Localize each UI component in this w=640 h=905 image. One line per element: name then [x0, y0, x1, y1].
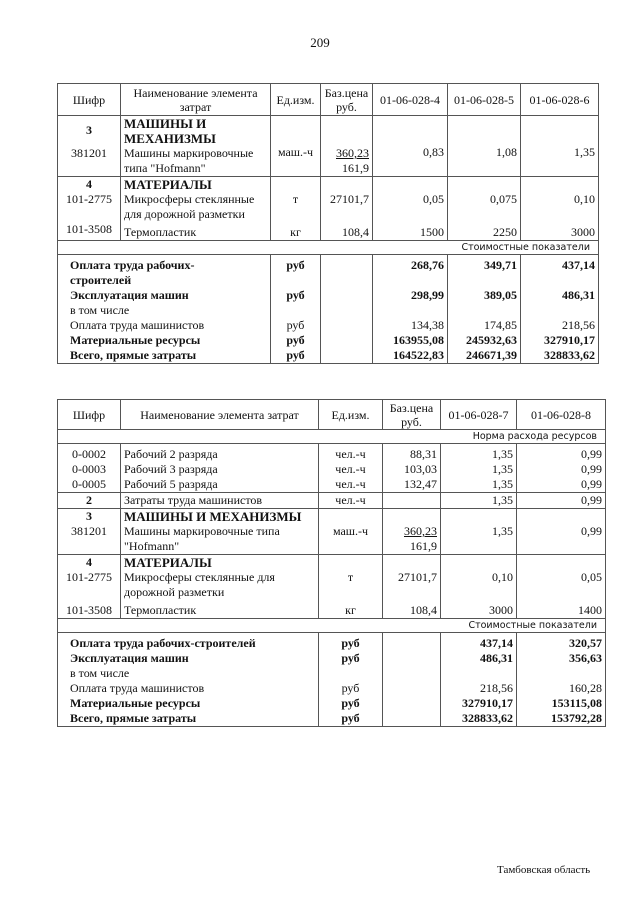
- cost-value: 437,14: [562, 258, 595, 272]
- cost-name: Всего, прямые затраты: [70, 711, 197, 725]
- section-code: 4: [86, 177, 92, 191]
- cost-value: 246671,39: [466, 348, 517, 362]
- table-row: [58, 555, 606, 619]
- cost-value: 320,57: [569, 636, 602, 650]
- item-price: 108,4: [342, 225, 369, 239]
- section-title: МАТЕРИАЛЫ: [124, 177, 212, 192]
- section-code: 4: [86, 555, 92, 569]
- item-unit: кг: [290, 225, 301, 239]
- cost-value: 218,56: [562, 318, 595, 332]
- item-price: 108,4: [410, 603, 437, 617]
- value-cell: 1,35: [521, 116, 599, 177]
- cost-value: 486,31: [562, 288, 595, 302]
- page-number: 209: [310, 35, 330, 50]
- value-cell: 1,08: [448, 116, 521, 177]
- cost-unit: руб: [286, 288, 305, 302]
- cost-value: 328833,62: [462, 711, 513, 725]
- cost-name: в том числе: [70, 666, 130, 680]
- cost-name: Оплата труда машинистов: [70, 318, 205, 332]
- value-cell: 0,99: [581, 524, 602, 538]
- col-header-name: Наименование элемента затрат: [121, 400, 319, 430]
- cost-rows: [58, 255, 599, 364]
- cost-value: 134,38: [411, 318, 444, 332]
- price-top: 360,23: [404, 524, 437, 538]
- value-cell: 2250: [493, 225, 517, 239]
- value-cell: 3000: [571, 225, 595, 239]
- section-title: МАШИНЫ И МЕХАНИЗМЫ: [124, 509, 302, 524]
- item-unit: чел.-ч: [335, 447, 366, 461]
- section-label-row: [58, 241, 599, 255]
- cost-unit: руб: [341, 681, 360, 695]
- item-unit: маш.-ч: [271, 116, 321, 177]
- item-name: Рабочий 3 разряда: [124, 462, 218, 476]
- price-bottom: 161,9: [410, 539, 437, 553]
- cost-value: 349,71: [484, 258, 517, 272]
- table-row: [58, 116, 599, 177]
- cost-value: 328833,62: [544, 348, 595, 362]
- cost-unit: руб: [286, 318, 305, 332]
- cost-rows: [58, 633, 606, 727]
- price-bottom: 161,9: [342, 161, 369, 175]
- cost-value: 174,85: [484, 318, 517, 332]
- value-cell: 0,10: [492, 570, 513, 584]
- item-unit: т: [347, 570, 354, 584]
- value-cell: 0,10: [574, 192, 595, 206]
- cost-value: 437,14: [480, 636, 513, 650]
- section-label-row: [58, 619, 606, 633]
- value-cell: 0,05: [423, 192, 444, 206]
- item-price: 88,31: [410, 447, 437, 461]
- cost-unit: руб: [341, 711, 360, 725]
- cost-name: Материальные ресурсы: [70, 696, 201, 710]
- cost-value: 245932,63: [466, 333, 517, 347]
- value-cell: 0,05: [581, 570, 602, 584]
- value-cell: 0,99: [581, 447, 602, 461]
- resource-table-2: [57, 399, 606, 727]
- item-name: Рабочий 2 разряда: [124, 447, 218, 461]
- cost-value: 218,56: [480, 681, 513, 695]
- cost-name: Оплата труда рабочих-строителей: [70, 636, 256, 650]
- item-code: 0-0005: [72, 477, 106, 491]
- item-code: 101-2775: [66, 570, 112, 584]
- section-code: 3: [86, 509, 92, 523]
- value-cell: 0,99: [581, 477, 602, 491]
- col-header-unit: Ед.изм.: [271, 84, 321, 116]
- section-title: МАТЕРИАЛЫ: [124, 555, 212, 570]
- cost-name: Эксплуатация машин: [70, 651, 189, 665]
- item-code: 381201: [71, 524, 107, 538]
- item-code: 101-2775: [66, 192, 112, 206]
- cost-name: Материальные ресурсы: [70, 333, 201, 347]
- col-header-name: Наименование элемента затрат: [121, 84, 271, 116]
- value-cell: 0,075: [490, 192, 517, 206]
- item-price: 103,03: [404, 462, 437, 476]
- section-code: 2: [58, 493, 121, 509]
- table-row: [58, 509, 606, 555]
- value-cell: 0,99: [517, 493, 606, 509]
- col-header-028-8: 01-06-028-8: [517, 400, 606, 430]
- cost-value: 268,76: [411, 258, 444, 272]
- value-cell: 1,35: [492, 447, 513, 461]
- resource-table-1: [57, 83, 599, 364]
- item-code: 101-3508: [66, 603, 112, 617]
- item-unit: кг: [345, 603, 356, 617]
- section-code: 3: [86, 123, 92, 137]
- value-cell: 0,99: [581, 462, 602, 476]
- item-price: 27101,7: [398, 570, 437, 584]
- cost-indicators-label: Стоимостные показатели: [58, 619, 606, 633]
- item-name: Машины маркировочные типа "Hofmann": [124, 146, 254, 175]
- item-unit: т: [292, 192, 299, 206]
- table-row: [58, 177, 599, 241]
- cost-unit: руб: [341, 636, 360, 650]
- cost-value: 153792,28: [551, 711, 602, 725]
- item-name: Термопластик: [124, 225, 197, 239]
- value-cell: 3000: [489, 603, 513, 617]
- cost-value: 486,31: [480, 651, 513, 665]
- section-label-row: [58, 430, 606, 444]
- item-unit: чел.-ч: [335, 462, 366, 476]
- cost-value: 164522,83: [393, 348, 444, 362]
- cost-unit: руб: [286, 348, 305, 362]
- col-header-code: Шифр: [58, 84, 121, 116]
- col-header-base-price: Баз.цена руб.: [383, 400, 441, 430]
- item-name: Термопластик: [124, 603, 197, 617]
- item-unit: чел.-ч: [335, 477, 366, 491]
- page-footer-region: Тамбовская область: [497, 864, 591, 876]
- col-header-028-5: 01-06-028-5: [448, 84, 521, 116]
- value-cell: 0,83: [373, 116, 448, 177]
- cost-value: 356,63: [569, 651, 602, 665]
- table-header-row: [58, 400, 606, 430]
- cost-name: в том числе: [70, 303, 130, 317]
- cost-value: 160,28: [569, 681, 602, 695]
- cost-unit: руб: [286, 333, 305, 347]
- cost-indicators-label: Стоимостные показатели: [58, 241, 599, 255]
- value-cell: 1500: [420, 225, 444, 239]
- cost-unit: руб: [286, 258, 305, 272]
- table-header-row: [58, 84, 599, 116]
- value-cell: 1,35: [492, 477, 513, 491]
- cost-unit: руб: [341, 651, 360, 665]
- item-unit: маш.-ч: [332, 524, 369, 538]
- col-header-unit: Ед.изм.: [319, 400, 383, 430]
- item-name: Машины маркировочные типа "Hofmann": [124, 524, 280, 553]
- worker-rows: [58, 444, 606, 493]
- item-name: Микросферы стеклянные для дорожной разметки: [124, 192, 255, 221]
- value-cell: 1,35: [441, 493, 517, 509]
- cost-name: Оплата труда рабочих-строителей: [70, 258, 195, 287]
- value-cell: 1,35: [492, 462, 513, 476]
- price-top: 360,23: [336, 146, 369, 160]
- cost-value: 163955,08: [393, 333, 444, 347]
- cost-name: Оплата труда машинистов: [70, 681, 205, 695]
- value-cell: 1400: [578, 603, 602, 617]
- item-name: Микросферы стеклянные для дорожной разметки: [124, 570, 275, 599]
- item-code: 0-0003: [72, 462, 106, 476]
- value-cell: 1,35: [492, 524, 513, 538]
- cost-unit: руб: [341, 696, 360, 710]
- item-name: Рабочий 5 разряда: [124, 477, 218, 491]
- resource-norm-label: Норма расхода ресурсов: [58, 430, 606, 444]
- item-price: 132,47: [404, 477, 437, 491]
- cost-value: 327910,17: [462, 696, 513, 710]
- col-header-base-price: Баз.цена руб.: [321, 84, 373, 116]
- col-header-028-7: 01-06-028-7: [441, 400, 517, 430]
- cost-value: 327910,17: [544, 333, 595, 347]
- item-unit: чел.-ч: [319, 493, 383, 509]
- section-title: МАШИНЫ И МЕХАНИЗМЫ: [124, 116, 216, 146]
- cost-value: 153115,08: [551, 696, 602, 710]
- item-code: 101-3508: [66, 222, 112, 236]
- table-row: [58, 493, 606, 509]
- item-code: 0-0002: [72, 447, 106, 461]
- item-code: 381201: [71, 146, 107, 160]
- item-name: Затраты труда машинистов: [121, 493, 319, 509]
- col-header-code: Шифр: [58, 400, 121, 430]
- cost-name: Всего, прямые затраты: [70, 348, 197, 362]
- cost-name: Эксплуатация машин: [70, 288, 189, 302]
- cost-value: 298,99: [411, 288, 444, 302]
- cost-value: 389,05: [484, 288, 517, 302]
- item-price: 27101,7: [330, 192, 369, 206]
- col-header-028-4: 01-06-028-4: [373, 84, 448, 116]
- col-header-028-6: 01-06-028-6: [521, 84, 599, 116]
